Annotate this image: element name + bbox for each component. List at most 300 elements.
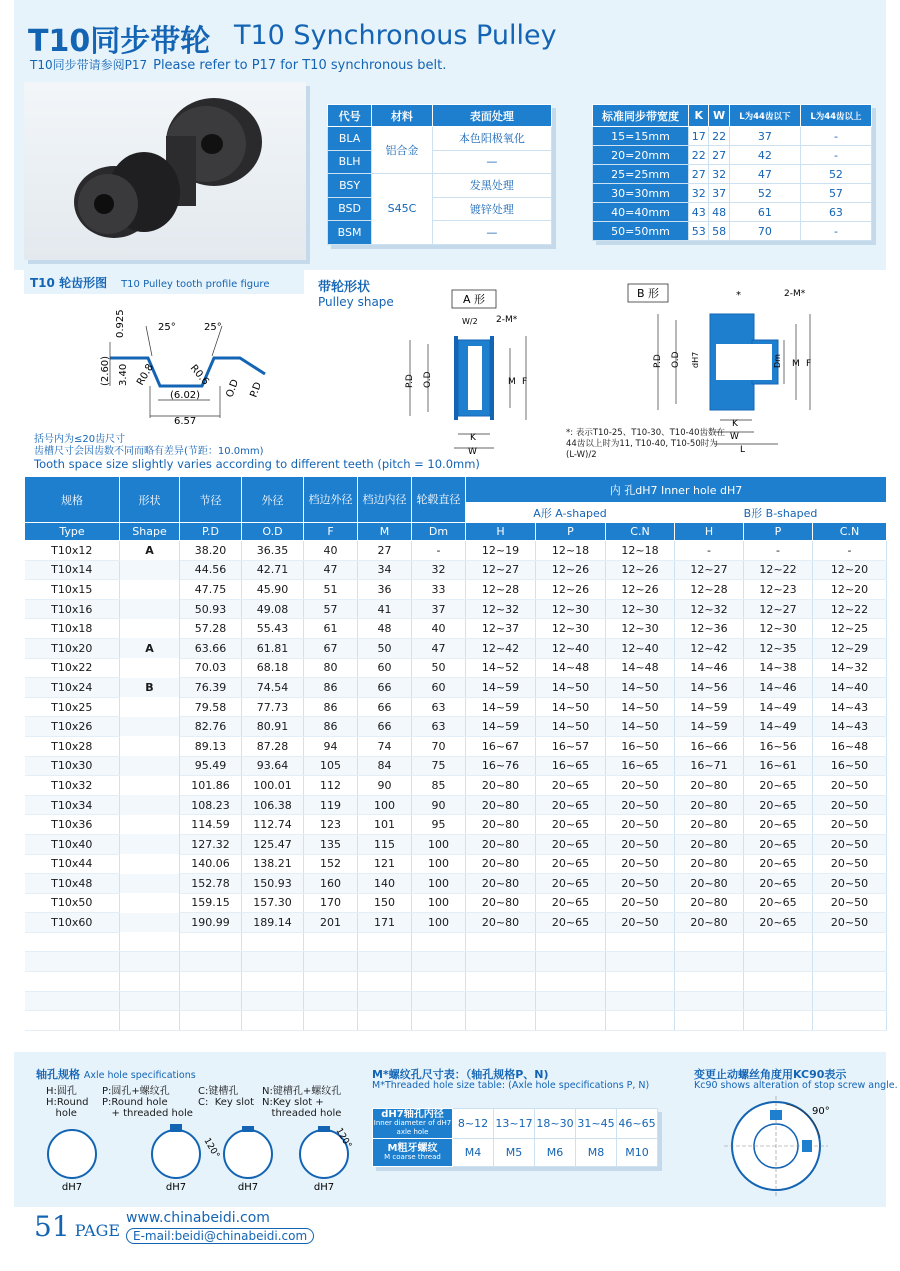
cell-value: 61 xyxy=(304,619,358,639)
hole-dh7: dH7 xyxy=(313,1182,335,1193)
thread-d: 8~12 xyxy=(453,1109,494,1139)
cell-empty xyxy=(25,952,120,972)
profile-dim: O.D xyxy=(224,378,242,400)
col-h-b: H xyxy=(675,523,744,541)
a-shape-label: A 形 xyxy=(462,293,486,306)
cell-empty xyxy=(412,991,466,1011)
cell-value: 100 xyxy=(412,913,466,933)
col-pd xyxy=(180,477,242,523)
cell-empty xyxy=(606,991,675,1011)
cell-value: 12~37 xyxy=(466,619,536,639)
cell-empty xyxy=(813,991,887,1011)
cell-value: 20~65 xyxy=(536,893,606,913)
cell-empty xyxy=(180,991,242,1011)
a-dim: F xyxy=(522,377,528,387)
cell-type: T10x22 xyxy=(25,658,120,678)
cell-value: 138.21 xyxy=(242,854,304,874)
a-dim: W/2 xyxy=(462,317,478,326)
cell-value: 20~50 xyxy=(813,874,887,894)
cell-empty xyxy=(606,972,675,992)
cell-empty xyxy=(536,932,606,952)
b-dim: W xyxy=(730,432,739,442)
cell-value: 20~80 xyxy=(675,854,744,874)
col-od xyxy=(242,477,304,523)
cell-empty xyxy=(412,1011,466,1031)
cell-value: 14~40 xyxy=(813,678,887,698)
kc90-diagram xyxy=(724,1096,844,1200)
cell-shape xyxy=(120,717,180,737)
cell-value: 16~61 xyxy=(744,756,813,776)
cell-value: 14~49 xyxy=(744,717,813,737)
b-dim: dH7 xyxy=(691,351,700,368)
cell-empty xyxy=(813,952,887,972)
cell-value: 14~50 xyxy=(606,678,675,698)
kc-title-cn: 变更止动螺丝角度用KC90表示 xyxy=(694,1068,847,1081)
table-row xyxy=(25,913,887,933)
cell-empty xyxy=(120,991,180,1011)
table-row xyxy=(25,834,887,854)
material-code: BSY xyxy=(328,174,372,198)
cell-type: T10x30 xyxy=(25,756,120,776)
profile-title-en: T10 Pulley tooth profile figure xyxy=(121,279,270,290)
cell-value: 90 xyxy=(412,795,466,815)
cell-empty xyxy=(358,1011,412,1031)
cell-value: 112.74 xyxy=(242,815,304,835)
cell-shape xyxy=(120,599,180,619)
profile-dim: R0.6 xyxy=(187,362,211,388)
width-size: 20=20mm xyxy=(593,146,689,165)
cell-value: 14~46 xyxy=(675,658,744,678)
cell-value: 60 xyxy=(358,658,412,678)
cell-value: 112 xyxy=(304,776,358,796)
col-type xyxy=(25,477,120,523)
cell-value: 14~50 xyxy=(536,678,606,698)
cell-empty xyxy=(304,991,358,1011)
cell-empty xyxy=(675,952,744,972)
col-m-cn: 档边内径 xyxy=(362,493,407,506)
cell-shape xyxy=(120,834,180,854)
cell-empty xyxy=(242,1011,304,1031)
cell-value: 12~27 xyxy=(675,560,744,580)
a-dim: P.D xyxy=(405,374,415,388)
cell-value: 66 xyxy=(358,697,412,717)
cell-value: 20~50 xyxy=(813,834,887,854)
cell-empty xyxy=(120,952,180,972)
cell-shape: A xyxy=(120,541,180,561)
cell-value: 12~28 xyxy=(466,580,536,600)
table-row xyxy=(25,638,887,658)
cell-value: 20~65 xyxy=(744,795,813,815)
cell-shape xyxy=(120,697,180,717)
cell-value: 20~50 xyxy=(813,854,887,874)
cell-value: 157.30 xyxy=(242,893,304,913)
cell-value: 20~50 xyxy=(606,893,675,913)
width-header: W xyxy=(709,105,729,127)
cell-value: 14~59 xyxy=(466,717,536,737)
cell-empty xyxy=(813,972,887,992)
cell-value: 36.35 xyxy=(242,541,304,561)
width-header: 标准同步带宽度 xyxy=(593,105,689,127)
cell-shape xyxy=(120,795,180,815)
table-row-empty xyxy=(25,972,887,992)
cell-empty xyxy=(412,932,466,952)
profile-section-title xyxy=(24,270,304,294)
pulley-shape-title xyxy=(318,276,394,309)
cell-value: 14~50 xyxy=(536,697,606,717)
cell-empty xyxy=(412,952,466,972)
cell-value: 12~30 xyxy=(536,599,606,619)
width-header: L为44齿以下 xyxy=(729,105,800,127)
cell-empty xyxy=(358,932,412,952)
cell-shape xyxy=(120,913,180,933)
cell-value: 20~65 xyxy=(744,854,813,874)
width-value: 37 xyxy=(709,184,729,203)
cell-value: 20~65 xyxy=(744,815,813,835)
material-treatment: 发黑处理 xyxy=(432,174,551,198)
width-value: - xyxy=(800,146,871,165)
cell-value: 16~65 xyxy=(606,756,675,776)
cell-value: 12~29 xyxy=(813,638,887,658)
cell-value: 12~22 xyxy=(744,560,813,580)
cell-empty xyxy=(242,932,304,952)
cell-value: - xyxy=(675,541,744,561)
width-value: 27 xyxy=(709,146,729,165)
cell-value: 12~19 xyxy=(466,541,536,561)
thread-m: M5 xyxy=(494,1139,535,1167)
cell-value: 74.54 xyxy=(242,678,304,698)
material-treatment: — xyxy=(432,221,551,245)
hole-n: N:键槽孔+螺纹孔 N:Key slot + threaded hole xyxy=(262,1086,342,1119)
axle-title xyxy=(36,1066,196,1082)
cell-value: 150 xyxy=(358,893,412,913)
email-link[interactable]: E-mail:beidi@chinabeidi.com xyxy=(126,1228,314,1244)
cell-value: 76.39 xyxy=(180,678,242,698)
cell-value: 77.73 xyxy=(242,697,304,717)
cell-value: 12~26 xyxy=(536,580,606,600)
a-dim: 2-M* xyxy=(496,315,518,325)
cell-value: 12~20 xyxy=(813,580,887,600)
width-value: 58 xyxy=(709,222,729,241)
col-inner: 内 孔dH7 Inner hole dH7 xyxy=(466,477,887,503)
material-treatment: — xyxy=(432,150,551,174)
b-dim: L xyxy=(740,445,746,455)
cell-value: 20~80 xyxy=(675,776,744,796)
col-f-en: F xyxy=(304,523,358,541)
cell-shape xyxy=(120,776,180,796)
cell-empty xyxy=(120,932,180,952)
cell-value: 80 xyxy=(304,658,358,678)
cell-value: 14~59 xyxy=(675,697,744,717)
cell-value: 125.47 xyxy=(242,834,304,854)
cell-value: 40 xyxy=(412,619,466,639)
hole-angle: 120° xyxy=(201,1136,221,1161)
a-dim: K xyxy=(470,433,476,443)
width-size: 25=25mm xyxy=(593,165,689,184)
width-table xyxy=(592,104,872,241)
col-m xyxy=(358,477,412,523)
profile-dim: 6.57 xyxy=(174,416,197,427)
cell-value: 159.15 xyxy=(180,893,242,913)
cell-value: 121 xyxy=(358,854,412,874)
cell-empty xyxy=(536,1011,606,1031)
cell-value: 16~56 xyxy=(744,736,813,756)
cell-empty xyxy=(242,972,304,992)
cell-value: 101.86 xyxy=(180,776,242,796)
cell-value: 140.06 xyxy=(180,854,242,874)
cell-empty xyxy=(25,972,120,992)
cell-value: 20~80 xyxy=(466,874,536,894)
table-row-empty xyxy=(25,991,887,1011)
width-value: 61 xyxy=(729,203,800,222)
note-en: Tooth space size slightly varies according to different teeth (pitch = 10.0mm) xyxy=(34,457,480,471)
cell-value: 114.59 xyxy=(180,815,242,835)
table-row xyxy=(25,893,887,913)
cell-type: T10x48 xyxy=(25,874,120,894)
cell-value: 20~65 xyxy=(536,795,606,815)
col-h-a: H xyxy=(466,523,536,541)
cell-empty xyxy=(180,1011,242,1031)
cell-value: 20~65 xyxy=(536,874,606,894)
cell-shape xyxy=(120,560,180,580)
cell-shape xyxy=(120,580,180,600)
cell-type: T10x15 xyxy=(25,580,120,600)
col-pd-en: P.D xyxy=(180,523,242,541)
cell-empty xyxy=(744,1011,813,1031)
width-value: 32 xyxy=(689,184,709,203)
cell-empty xyxy=(675,991,744,1011)
cell-type: T10x18 xyxy=(25,619,120,639)
cell-value: 100 xyxy=(412,874,466,894)
col-p-a: P xyxy=(536,523,606,541)
cell-value: 87.28 xyxy=(242,736,304,756)
cell-value: 20~80 xyxy=(675,834,744,854)
cell-value: 20~50 xyxy=(606,834,675,854)
col-cn-a: C.N xyxy=(606,523,675,541)
a-dim: O.D xyxy=(423,371,433,388)
cell-value: 12~35 xyxy=(744,638,813,658)
title-cn: T10同步带轮 xyxy=(28,24,211,59)
thread-m: M10 xyxy=(617,1139,658,1167)
cell-empty xyxy=(536,991,606,1011)
width-value: - xyxy=(800,127,871,146)
page-number xyxy=(34,1210,120,1243)
cell-value: 37 xyxy=(412,599,466,619)
cell-value: 14~59 xyxy=(466,697,536,717)
cell-type: T10x24 xyxy=(25,678,120,698)
cell-value: 12~26 xyxy=(606,580,675,600)
profile-dim: (6.02) xyxy=(170,390,201,401)
cell-value: 38.20 xyxy=(180,541,242,561)
cell-shape xyxy=(120,893,180,913)
profile-dim: R0.8 xyxy=(135,362,157,388)
cell-value: 160 xyxy=(304,874,358,894)
table-row xyxy=(25,678,887,698)
cell-value: 16~67 xyxy=(466,736,536,756)
col-od-cn: 外径 xyxy=(261,493,284,507)
cell-empty xyxy=(813,932,887,952)
hole-dh7: dH7 xyxy=(237,1182,259,1193)
cell-empty xyxy=(744,932,813,952)
width-value: 43 xyxy=(689,203,709,222)
cell-value: 20~65 xyxy=(744,893,813,913)
thread-title-en: M*Threaded hole size table: (Axle hole specifications P, N) xyxy=(372,1080,650,1091)
cell-value: 140 xyxy=(358,874,412,894)
cell-value: 100 xyxy=(412,854,466,874)
cell-value: 84 xyxy=(358,756,412,776)
cell-value: 57.28 xyxy=(180,619,242,639)
cell-value: 16~76 xyxy=(466,756,536,776)
cell-value: 47 xyxy=(412,638,466,658)
cell-value: 66 xyxy=(358,678,412,698)
cell-value: 20~50 xyxy=(813,913,887,933)
cell-value: 20~80 xyxy=(466,834,536,854)
cell-value: 100 xyxy=(412,834,466,854)
cell-shape xyxy=(120,658,180,678)
cell-empty xyxy=(304,952,358,972)
cell-value: 20~65 xyxy=(536,913,606,933)
cell-empty xyxy=(744,991,813,1011)
note-cn-1: 括号内为≤20齿尺寸 xyxy=(34,434,126,445)
thread-h2: M粗牙螺纹 xyxy=(387,1142,438,1154)
cell-empty xyxy=(358,952,412,972)
cell-value: 171 xyxy=(358,913,412,933)
cell-value: 14~50 xyxy=(606,717,675,737)
cell-value: 48 xyxy=(358,619,412,639)
cell-value: 89.13 xyxy=(180,736,242,756)
cell-value: 32 xyxy=(412,560,466,580)
cell-shape: A xyxy=(120,638,180,658)
cell-value: 20~50 xyxy=(606,795,675,815)
col-dm-en: Dm xyxy=(412,523,466,541)
a-dim: dH7 xyxy=(443,371,452,388)
cell-value: 50 xyxy=(358,638,412,658)
cell-value: 36 xyxy=(358,580,412,600)
table-row xyxy=(25,619,887,639)
width-value: 48 xyxy=(709,203,729,222)
cell-value: 27 xyxy=(358,541,412,561)
col-type-cn: 规格 xyxy=(61,493,83,507)
cell-value: 93.64 xyxy=(242,756,304,776)
cell-value: 95.49 xyxy=(180,756,242,776)
cell-empty xyxy=(242,952,304,972)
thread-row-header xyxy=(373,1139,453,1167)
profile-dim: 3.40 xyxy=(118,363,129,386)
col-dm xyxy=(412,477,466,523)
cell-type: T10x25 xyxy=(25,697,120,717)
b-dim: P.D xyxy=(653,354,663,368)
hole-c: C:键槽孔 C: Key slot xyxy=(198,1086,255,1108)
cell-value: 190.99 xyxy=(180,913,242,933)
cell-value: 106.38 xyxy=(242,795,304,815)
cell-value: 55.43 xyxy=(242,619,304,639)
thread-d: 31~45 xyxy=(576,1109,617,1139)
cell-value: 135 xyxy=(304,834,358,854)
width-value: 22 xyxy=(689,146,709,165)
cell-value: 12~28 xyxy=(675,580,744,600)
width-value: - xyxy=(800,222,871,241)
cell-value: 20~50 xyxy=(606,854,675,874)
cell-value: 14~50 xyxy=(536,717,606,737)
subtitle-en: Please refer to P17 for T10 synchronous belt. xyxy=(153,58,447,73)
cell-value: 51 xyxy=(304,580,358,600)
col-type-en: Type xyxy=(25,523,120,541)
cell-value: 75 xyxy=(412,756,466,776)
cell-type: T10x44 xyxy=(25,854,120,874)
profile-dim: 25° xyxy=(204,322,222,333)
cell-empty xyxy=(358,991,412,1011)
cell-empty xyxy=(466,972,536,992)
cell-value: 16~50 xyxy=(813,756,887,776)
cell-value: 170 xyxy=(304,893,358,913)
shape-note: *: 表示T10-25、T10-30、T10-40齿数在44齿以上时为11, T10-40, T10-50时为(L-W)/2 xyxy=(566,428,725,460)
cell-value: 14~43 xyxy=(813,717,887,737)
cell-value: 20~65 xyxy=(536,834,606,854)
cell-value: 123 xyxy=(304,815,358,835)
width-value: 17 xyxy=(689,127,709,146)
cell-value: 86 xyxy=(304,678,358,698)
cell-empty xyxy=(675,1011,744,1031)
cell-value: 33 xyxy=(412,580,466,600)
cell-value: 14~43 xyxy=(813,697,887,717)
cell-empty xyxy=(180,972,242,992)
cell-value: 14~50 xyxy=(606,697,675,717)
cell-value: 95 xyxy=(412,815,466,835)
width-value: 27 xyxy=(689,165,709,184)
cell-empty xyxy=(25,932,120,952)
cell-value: 47.75 xyxy=(180,580,242,600)
cell-shape xyxy=(120,756,180,776)
b-dim: Dm xyxy=(773,354,782,368)
cell-shape: B xyxy=(120,678,180,698)
b-dim: F xyxy=(806,359,812,369)
cell-value: - xyxy=(813,541,887,561)
cell-empty xyxy=(813,1011,887,1031)
cell-value: 16~57 xyxy=(536,736,606,756)
cell-value: 20~80 xyxy=(466,913,536,933)
thread-row-header xyxy=(373,1109,453,1139)
kc-angle: 90° xyxy=(812,1106,830,1117)
width-size: 40=40mm xyxy=(593,203,689,222)
note-cn-2: 齿槽尺寸会因齿数不同而略有差异(节距：10.0mm) xyxy=(34,446,264,457)
material-header-treatment: 表面处理 xyxy=(432,105,551,127)
cell-value: 20~50 xyxy=(813,776,887,796)
width-header: L为44齿以上 xyxy=(800,105,871,127)
cell-value: 14~56 xyxy=(675,678,744,698)
website-link[interactable]: www.chinabeidi.com xyxy=(126,1210,270,1226)
cell-value: 34 xyxy=(358,560,412,580)
cell-type: T10x20 xyxy=(25,638,120,658)
thread-m: M8 xyxy=(576,1139,617,1167)
cell-value: 14~49 xyxy=(744,697,813,717)
cell-empty xyxy=(606,1011,675,1031)
cell-value: 90 xyxy=(358,776,412,796)
cell-type: T10x40 xyxy=(25,834,120,854)
cell-value: 101 xyxy=(358,815,412,835)
cell-value: 20~50 xyxy=(606,913,675,933)
thread-d: 18~30 xyxy=(535,1109,576,1139)
cell-value: 20~80 xyxy=(675,815,744,835)
cell-value: 12~27 xyxy=(466,560,536,580)
cell-empty xyxy=(466,991,536,1011)
cell-value: 16~50 xyxy=(606,736,675,756)
cell-type: T10x26 xyxy=(25,717,120,737)
cell-empty xyxy=(744,972,813,992)
cell-empty xyxy=(304,972,358,992)
a-shape-diagram xyxy=(400,288,550,458)
cell-value: 14~48 xyxy=(536,658,606,678)
table-row xyxy=(25,854,887,874)
thread-d: 46~65 xyxy=(617,1109,658,1139)
